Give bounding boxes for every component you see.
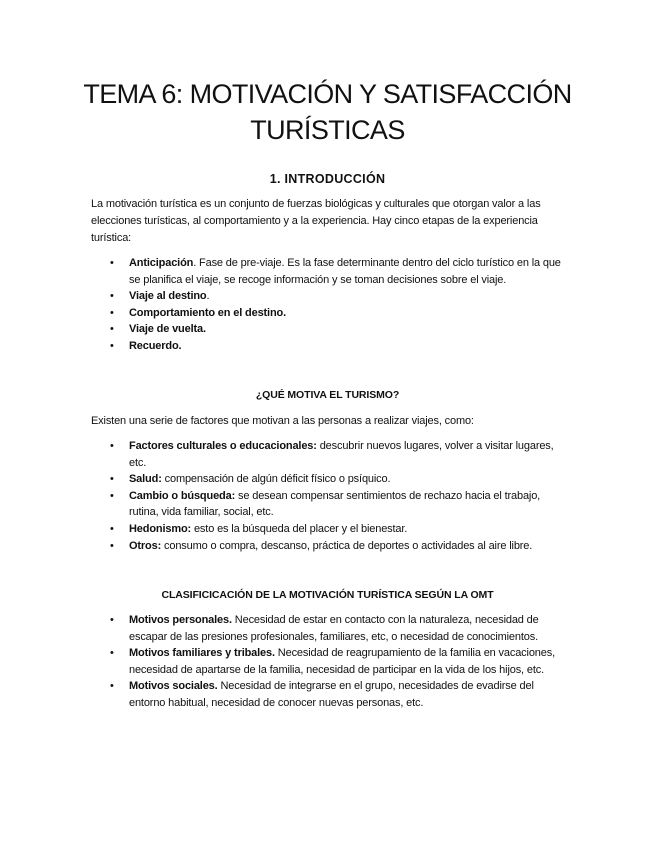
title-line-1: TEMA 6: MOTIVACIÓN Y SATISFACCIÓN <box>83 79 572 109</box>
list-item: • Hedonismo: esto es la búsqueda del placer y el bienestar. <box>91 521 561 538</box>
intro-stage-list <box>91 255 561 355</box>
motivation-heading: ¿QUÉ MOTIVA EL TURISMO? <box>255 389 400 401</box>
bullet-icon: • <box>110 323 114 336</box>
bullet-icon: • <box>110 647 114 660</box>
list-item: • Salud: compensación de algún déficit físico o psíquico. <box>91 471 561 488</box>
list-item: • Comportamiento en el destino. <box>91 305 561 322</box>
list-item: • Viaje de vuelta. <box>91 321 561 338</box>
list-item: • Factores culturales o educacionales: descubrir nuevos lugares, volver a visitar lugares, etc. <box>110 440 554 469</box>
omt-motive-list <box>91 612 561 712</box>
motivation-paragraph: Existen una serie de factores que motivan a las personas a realizar viajes, como: <box>91 415 474 427</box>
list-item: • Cambio o búsqueda: se desean compensar sentimientos de rechazo hacia el trabajo, rutina, vida familiar, social, etc. <box>110 489 541 519</box>
bullet-icon: • <box>110 680 114 693</box>
list-item: • Motivos personales. Necesidad de estar en contacto con la naturaleza, necesidad de escapar de las presiones profesionales, familiares, etc, o necesidad de conocimientos. <box>110 614 539 643</box>
bullet-icon: • <box>110 440 114 452</box>
bullet-icon: • <box>110 539 114 552</box>
bullet-icon: • <box>110 614 114 626</box>
intro-heading: 1. INTRODUCCIÓN <box>269 172 386 186</box>
list-item: • Motivos sociales. Necesidad de integrarse en el grupo, necesidades de evadirse del entorno habitual, necesidad de conocer nuevas personas, etc. <box>110 680 534 709</box>
list-item: • Viaje al destino. <box>91 288 561 305</box>
bullet-icon: • <box>110 257 114 269</box>
intro-paragraph: La motivación turística es un conjunto de fuerzas biológicas y culturales que otorgan valor a las elecciones turísticas, al comportamiento y a la experiencia. Hay cinco etapas de la experiencia turística: <box>91 198 541 244</box>
list-item: • Otros: consumo o compra, descanso, práctica de deportes o actividades al aire libre. <box>91 538 561 555</box>
bullet-icon: • <box>110 339 114 352</box>
document-title <box>0 76 655 148</box>
omt-classification-heading: CLASIFICICACIÓN DE LA MOTIVACIÓN TURÍSTICA SEGÚN LA OMT <box>161 589 494 601</box>
bullet-icon: • <box>110 290 114 303</box>
bullet-icon: • <box>110 489 114 502</box>
list-item: • Anticipación. Fase de pre-viaje. Es la fase determinante dentro del ciclo turístico en la que se planifica el viaje, se recoge información y se toman decisiones sobre el viaje. <box>110 257 561 286</box>
bullet-icon: • <box>110 473 114 486</box>
title-line-2: TURÍSTICAS <box>250 115 405 145</box>
list-item: • Recuerdo. <box>91 338 561 355</box>
motivation-factor-list <box>91 438 561 554</box>
list-item: • Motivos familiares y tribales. Necesidad de reagrupamiento de la familia en vacaciones, necesidad de apartarse de la familia, necesidad de participar en la vida de los hijos, etc. <box>110 647 555 676</box>
bullet-icon: • <box>110 306 114 319</box>
bullet-icon: • <box>110 522 114 535</box>
